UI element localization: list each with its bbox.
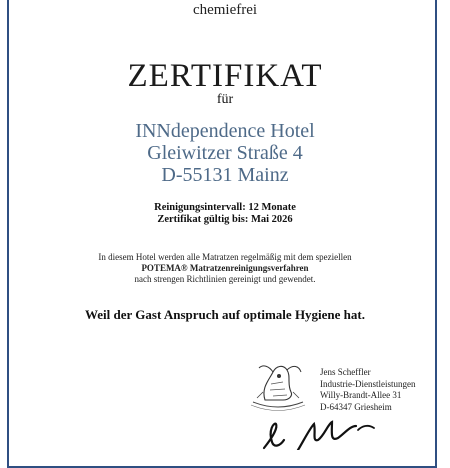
top-word: chemiefrei	[192, 2, 258, 18]
issuer-city: D-64347 Griesheim	[320, 401, 392, 412]
hotel-street: Gleiwitzer Straße 4	[147, 142, 303, 164]
signature-icon	[258, 420, 378, 450]
description-line-3: nach strengen Richtlinien gereinigt und gewendet.	[134, 274, 316, 284]
hotel-city: D-55131 Mainz	[161, 164, 289, 186]
slogan: Weil der Gast Anspruch auf optimale Hygiene hat.	[85, 307, 365, 322]
issuer-name: Jens Scheffler	[320, 367, 371, 377]
issuer-company: Industrie-Dienstleistungen	[320, 378, 416, 389]
certificate-title: ZERTIFIKAT	[127, 58, 323, 94]
certificate-validity: Zertifikat gültig bis: Mai 2026	[157, 214, 293, 225]
issuer-block	[320, 367, 415, 413]
seal-icon	[243, 358, 313, 414]
issuer-street: Willy-Brandt-Allee 31	[320, 390, 402, 400]
description-line-2: POTEMA® Matratzenreinigungsverfahren	[141, 263, 309, 273]
for-label: für	[216, 92, 234, 107]
cleaning-interval: Reinigungsintervall: 12 Monate	[154, 202, 296, 213]
description-line-1: In diesem Hotel werden alle Matratzen regelmäßig mit dem speziellen	[98, 252, 352, 262]
hotel-name: INNdependence Hotel	[135, 120, 315, 142]
